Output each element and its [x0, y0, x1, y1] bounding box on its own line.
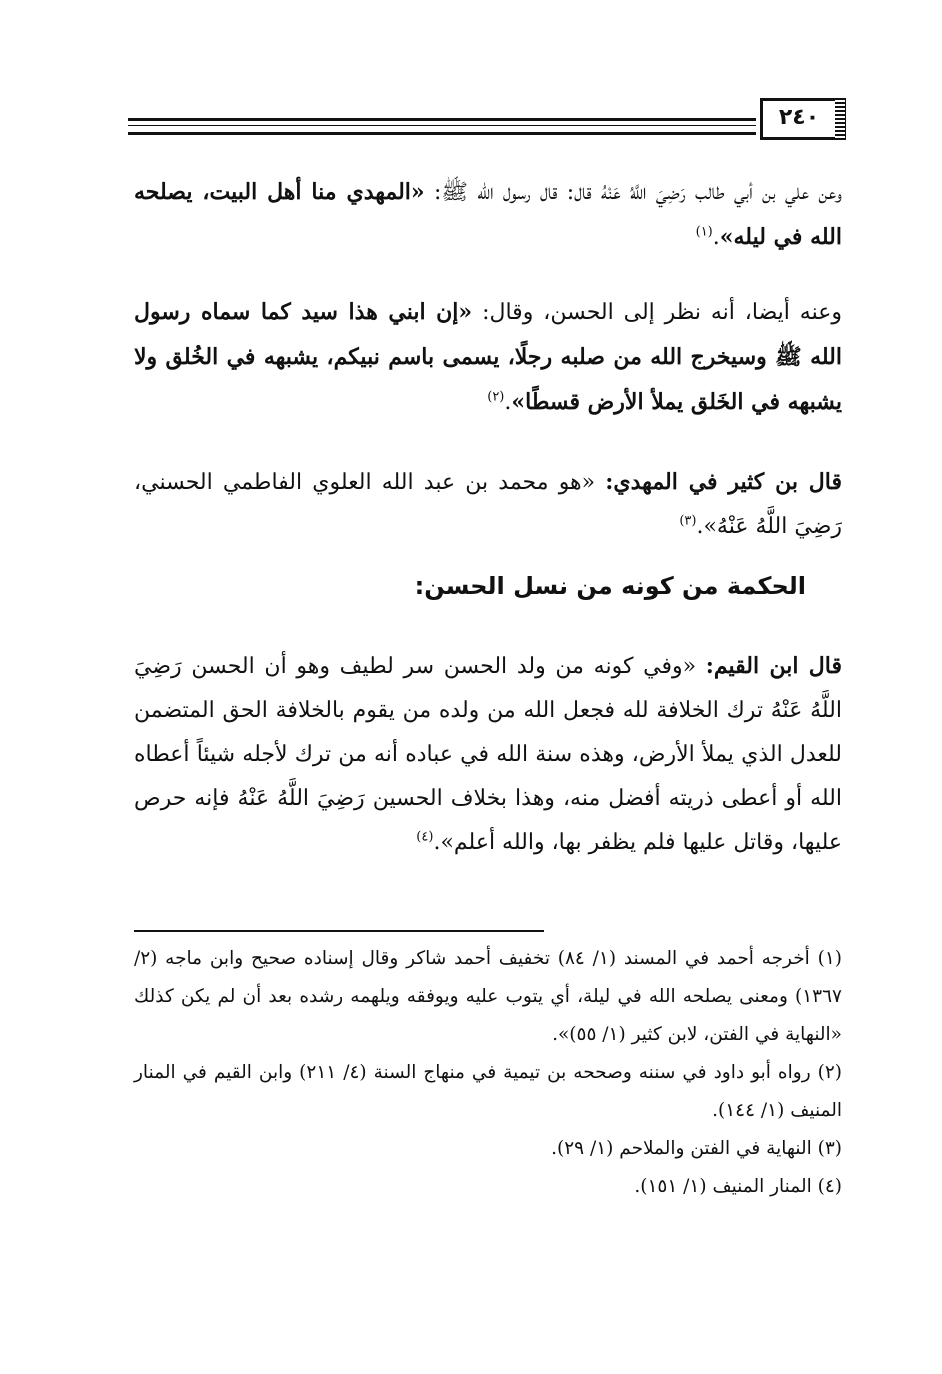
paragraph-lead: قال ابن القيم:: [705, 653, 842, 679]
paragraph-text: «هو محمد بن عبد الله العلوي الفاطمي الحسني، رَضِيَ اللَّهُ عَنْهُ»: [134, 470, 842, 539]
paragraph-text: وعنه أيضا، أنه نظر إلى الحسن، وقال:: [472, 300, 842, 325]
section-heading: الحكمة من كونه من نسل الحسن:: [414, 572, 806, 600]
paragraph-end: .: [712, 225, 720, 250]
paragraph-text: «وفي كونه من ولد الحسن سر لطيف وهو أن الحسن رَضِيَ اللَّهُ عَنْهُ ترك الخلافة لله فجعل الله من ولده من يقوم بالخلافة الحق المتضمن للعدل الذي يملأ الأرض، وهذه سنة الله في عباده أنه من ترك لأجله شيئاً أعطاه الله أو أعطى ذريته أفضل منه، وهذا بخلاف الحسين رَضِيَ اللَّهُ عَنْهُ فإنه حرص عليها، وقاتل عليها فلم يظفر بها، والله أعلم»: [134, 654, 842, 855]
hadith-quote: «المهدي منا أهل البيت، يصلحه الله في ليله»: [134, 179, 842, 250]
paragraph-4: [134, 644, 842, 865]
paragraph-end: .: [696, 514, 704, 539]
footnote-marker: (٤): [416, 829, 434, 845]
header-rule: [128, 132, 756, 135]
hadith-quote: «إن ابني هذا سيد كما سماه رسول الله ﷺ وسيخرج الله من صلبه رجلًا، يسمى باسم نبيكم، يشبهه في الخُلق ولا يشبهه في الخَلق يملأ الأرض قسطًا»: [134, 299, 842, 415]
footnote-4: (٤) المنار المنيف (١/ ١٥١).: [634, 1176, 842, 1197]
footnote-3: (٣) النهاية في الفتن والملاحم (١/ ٢٩).: [551, 1138, 842, 1159]
paragraph-end: .: [504, 390, 512, 415]
paragraph-lead: قال بن كثير في المهدي:: [605, 469, 842, 495]
footnote-marker: (٢): [487, 389, 505, 405]
paragraph-1: [134, 170, 842, 260]
paragraph-text: وعن علي بن أبي طالب رَضِيَ اللَّهُ عَنْهُ قال: قال رسول الله ﷺ:: [424, 180, 842, 205]
header-rule: [128, 125, 756, 126]
paragraph-2: [134, 290, 842, 425]
footnotes: [134, 940, 842, 1206]
page-number: ٢٤٠: [778, 105, 820, 130]
footnote-marker: (١): [695, 224, 713, 240]
footnote-separator: [134, 930, 544, 932]
page-number-box: [760, 98, 846, 140]
paragraph-end: .: [433, 830, 441, 855]
footnote-1: (١) أخرجه أحمد في المسند (١/ ٨٤) تخفيف أحمد شاكر وقال إسناده صحيح وابن ماجه (٢/ ١٣٦٧) ومعنى يصلحه الله في ليلة، أي يتوب عليه ويوفقه ويلهمه رشده بعد أن لم يكن كذلك «النهاية في الفتن، لابن كثير (١/ ٥٥)».: [134, 948, 842, 1045]
page-header: [128, 98, 846, 140]
footnote-marker: (٣): [679, 513, 697, 529]
header-rule: [128, 118, 756, 121]
paragraph-3: [134, 460, 842, 549]
footnote-2: (٢) رواه أبو داود في سننه وصححه بن تيمية في منهاج السنة (٤/ ٢١١) وابن القيم في المنار المنيف (١/ ١٤٤).: [134, 1062, 842, 1121]
